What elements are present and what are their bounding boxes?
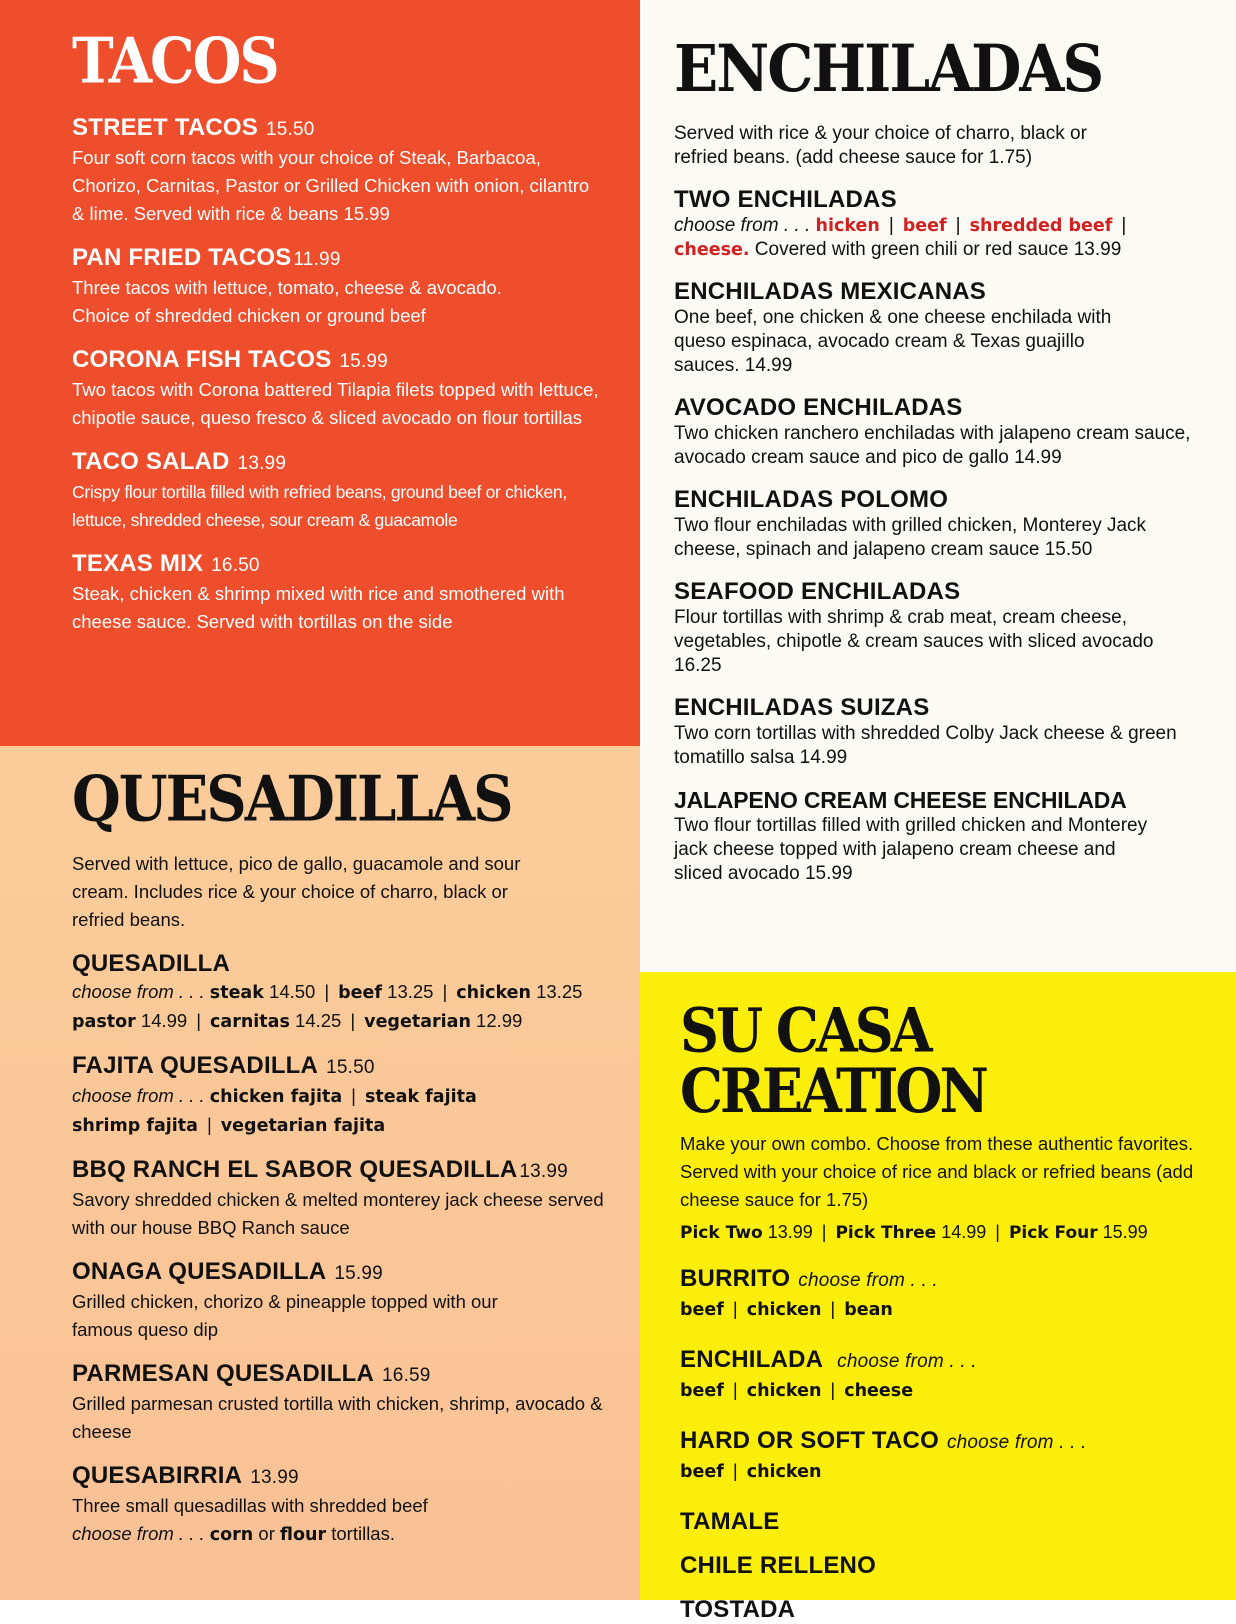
menu-item-pan-fried-tacos xyxy=(72,244,600,330)
option-name: cheese xyxy=(844,1381,914,1401)
option-name: chicken xyxy=(456,983,531,1003)
item-price: 13.99 xyxy=(519,1161,568,1182)
item-description: Four soft corn tacos with your choice of Steak, Barbacoa, Chorizo, Carnitas, Pastor or Grilled Chicken with onion, cilantro & lime. Served with rice & beans 15.99 xyxy=(72,147,590,224)
item-name: JALAPENO CREAM CHEESE ENCHILADA xyxy=(674,787,1127,813)
menu-item-quesabirria xyxy=(72,1462,604,1549)
item-price: 16.50 xyxy=(211,555,260,576)
option-name: vegetarian xyxy=(364,1012,471,1032)
item-description: Three tacos with lettuce, tomato, cheese & avocado. Choice of shredded chicken or ground beef xyxy=(72,277,502,326)
option-name: chicken xyxy=(746,1381,822,1401)
su-casa-intro: Make your own combo. Choose from these authentic favorites. Served with your choice of rice and black or refried beans (add cheese sauce for 1.75) xyxy=(680,1133,1194,1210)
option-name: beef xyxy=(338,983,383,1003)
menu-item-street-tacos xyxy=(72,114,600,228)
item-name: SEAFOOD ENCHILADAS xyxy=(674,578,961,605)
option-name: corn xyxy=(209,1525,254,1545)
pick-label: Pick Two xyxy=(680,1223,763,1243)
item-description: Flour tortillas with shrimp & crab meat, cream cheese, vegetables, chipotle & cream sauces with sliced avocado 16.25 xyxy=(674,607,1154,676)
tacos-title: TACOS xyxy=(72,24,278,99)
item-options: choose from . . . chicken fajita | steak fajita shrimp fajita | vegetarian fajita xyxy=(72,1085,477,1136)
item-name: HARD OR SOFT TACO xyxy=(680,1427,939,1454)
item-name: QUESABIRRIA xyxy=(72,1462,243,1489)
item-name: TWO ENCHILADAS xyxy=(674,186,897,213)
option-name: chicken fajita xyxy=(209,1087,343,1107)
menu-item-enchiladas-mexicanas xyxy=(674,278,1206,378)
combo-item-tamale: TAMALE xyxy=(680,1508,780,1535)
option-name: beef xyxy=(680,1381,724,1401)
item-options: beef | chicken | cheese xyxy=(680,1379,914,1401)
option-name: vegetarian fajita xyxy=(220,1116,386,1136)
option-name: flour xyxy=(280,1525,327,1545)
quesadillas-section xyxy=(0,746,640,1600)
item-description: Two flour tortillas filled with grilled chicken and Monterey jack cheese topped with jalapeno cream cheese and sliced avocado 15.99 xyxy=(674,815,1148,884)
option-price: 12.99 xyxy=(476,1010,523,1031)
item-price: 11.99 xyxy=(293,249,341,270)
option-name: steak fajita xyxy=(364,1087,477,1107)
option-price: 14.50 xyxy=(269,981,316,1002)
item-price: 15.99 xyxy=(339,351,388,372)
su-casa-title: SU CASA CREATION xyxy=(680,994,986,1127)
option-name: pastor xyxy=(72,1012,136,1032)
item-name: TACO SALAD xyxy=(72,448,230,475)
option-name: hicken xyxy=(815,216,880,236)
item-name: FAJITA QUESADILLA xyxy=(72,1052,319,1079)
item-name: ENCHILADA xyxy=(680,1346,824,1373)
choose-from-label: choose from . . . xyxy=(72,1523,205,1544)
item-name: CORONA FISH TACOS xyxy=(72,346,332,373)
pick-pricing: Pick Two 13.99 | Pick Three 14.99 | Pick Four 15.99 xyxy=(680,1222,1148,1243)
item-name: PAN FRIED TACOS xyxy=(72,244,292,271)
quesadillas-intro: Served with lettuce, pico de gallo, guacamole and sour cream. Includes rice & your choice of charro, black or refried beans. xyxy=(72,853,521,930)
option-name: cheese. xyxy=(674,240,750,260)
menu-item-corona-fish-tacos xyxy=(72,346,600,432)
item-name: TEXAS MIX xyxy=(72,550,204,577)
item-name: ONAGA QUESADILLA xyxy=(72,1258,327,1285)
option-name: carnitas xyxy=(210,1012,290,1032)
enchiladas-intro: Served with rice & your choice of charro, black or refried beans. (add cheese sauce for 1.75) xyxy=(674,123,1087,168)
option-name: chicken xyxy=(746,1300,822,1320)
option-price: 14.25 xyxy=(295,1010,342,1031)
item-name: QUESADILLA xyxy=(72,950,230,977)
item-name: PARMESAN QUESADILLA xyxy=(72,1360,375,1387)
item-options: choose from . . . steak 14.50 | beef 13.25 | chicken 13.25 pastor 14.99 | carnitas 14.25 | vegetarian 12.99 xyxy=(72,981,583,1032)
menu-item-avocado-enchiladas xyxy=(674,394,1206,470)
menu-item-two-enchiladas xyxy=(674,186,1206,262)
option-name: shredded beef xyxy=(969,216,1113,236)
item-description xyxy=(72,1492,604,1549)
combo-item-taco xyxy=(680,1427,1206,1486)
option-name: beef xyxy=(680,1300,724,1320)
enchiladas-title: ENCHILADAS xyxy=(674,30,1103,107)
item-name: BBQ RANCH EL SABOR QUESADILLA xyxy=(72,1156,518,1183)
item-description: Two flour enchiladas with grilled chicken, Monterey Jack cheese, spinach and jalapeno cream sauce 15.50 xyxy=(674,515,1147,560)
item-description: Two chicken ranchero enchiladas with jalapeno cream sauce, avocado cream sauce and pico de gallo 14.99 xyxy=(674,423,1191,468)
enchiladas-section xyxy=(640,0,1236,972)
item-description: Two tacos with Corona battered Tilapia filets topped with lettuce, chipotle sauce, queso fresco & sliced avocado on flour tortillas xyxy=(72,379,599,428)
pick-label: Pick Three xyxy=(835,1223,937,1243)
item-description: One beef, one chicken & one cheese enchilada with queso espinaca, avocado cream & Texas guajillo sauces. 14.99 xyxy=(674,307,1112,376)
choose-from-label: choose from . . . xyxy=(798,1270,938,1291)
combo-item-enchilada xyxy=(680,1346,1206,1405)
item-name: ENCHILADAS MEXICANAS xyxy=(674,278,987,305)
item-description: Grilled chicken, chorizo & pineapple topped with our famous queso dip xyxy=(72,1291,498,1340)
option-name: beef xyxy=(680,1462,724,1482)
option-price: 13.25 xyxy=(536,981,583,1002)
menu-item-enchiladas-polomo xyxy=(674,486,1206,562)
quesadillas-title: QUESADILLAS xyxy=(72,762,512,837)
menu-item-onaga-quesadilla xyxy=(72,1258,604,1344)
menu-item-jalapeno-cream-cheese-enchilada xyxy=(674,786,1206,886)
pick-price: 15.99 xyxy=(1102,1222,1148,1242)
option-name: chicken xyxy=(746,1462,822,1482)
item-options: choose from . . . hicken | beef | shredded beef | cheese. Covered with green chili or red sauce 13.99 xyxy=(674,215,1127,260)
item-price: 15.99 xyxy=(334,1263,383,1284)
item-description: Covered with green chili or red sauce 13.99 xyxy=(754,239,1122,260)
su-casa-section xyxy=(640,972,1236,1623)
menu-item-bbq-ranch-quesadilla xyxy=(72,1156,604,1242)
option-name: bean xyxy=(844,1300,893,1320)
item-description: Savory shredded chicken & melted monterey jack cheese served with our house BBQ Ranch sauce xyxy=(72,1189,604,1238)
pick-label: Pick Four xyxy=(1008,1223,1098,1243)
item-price: 16.59 xyxy=(382,1365,431,1386)
item-price: 15.50 xyxy=(265,119,315,140)
option-name: shrimp fajita xyxy=(72,1116,198,1136)
tacos-section xyxy=(0,0,640,746)
option-price: 14.99 xyxy=(140,1010,188,1031)
menu-item-fajita-quesadilla xyxy=(72,1052,604,1140)
pick-price: 13.99 xyxy=(767,1222,813,1242)
item-price: 13.99 xyxy=(237,453,287,474)
item-name: STREET TACOS xyxy=(72,114,258,141)
item-description: Grilled parmesan crusted tortilla with chicken, shrimp, avocado & cheese xyxy=(72,1393,603,1442)
option-suffix: tortillas. xyxy=(331,1523,395,1544)
choose-from-label: choose from . . . xyxy=(946,1432,1087,1453)
item-description: Steak, chicken & shrimp mixed with rice and smothered with cheese sauce. Served with tortillas on the side xyxy=(72,583,565,632)
item-description-text: Three small quesadillas with shredded beef xyxy=(72,1495,428,1516)
choose-from-label: choose from . . . xyxy=(72,981,205,1002)
or-word: or xyxy=(258,1523,275,1544)
combo-item-chile-relleno: CHILE RELLENO xyxy=(680,1552,876,1579)
combo-item-tostada: TOSTADA xyxy=(680,1596,796,1623)
menu-item-taco-salad xyxy=(72,448,600,534)
item-options: beef | chicken xyxy=(680,1460,822,1482)
item-options: beef | chicken | bean xyxy=(680,1298,893,1320)
menu-item-parmesan-quesadilla xyxy=(72,1360,604,1446)
combo-item-burrito xyxy=(680,1265,1206,1324)
option-price: 13.25 xyxy=(387,981,434,1002)
item-name: ENCHILADAS POLOMO xyxy=(674,486,949,513)
item-name: ENCHILADAS SUIZAS xyxy=(674,694,930,721)
choose-from-label: choose from . . . xyxy=(72,1085,205,1106)
pick-price: 14.99 xyxy=(941,1222,987,1242)
item-price: 13.99 xyxy=(250,1467,299,1488)
menu-item-enchiladas-suizas xyxy=(674,694,1206,770)
menu-item-seafood-enchiladas xyxy=(674,578,1206,678)
item-name: BURRITO xyxy=(680,1265,791,1292)
item-name: AVOCADO ENCHILADAS xyxy=(674,394,963,421)
menu-item-quesadilla xyxy=(72,950,604,1036)
choose-from-label: choose from . . . xyxy=(837,1351,977,1372)
choose-from-label: choose from . . . xyxy=(674,215,811,236)
option-name: steak xyxy=(209,983,264,1003)
option-name: beef xyxy=(902,216,947,236)
item-price: 15.50 xyxy=(326,1057,375,1078)
menu-item-texas-mix xyxy=(72,550,600,636)
item-description: Two corn tortillas with shredded Colby Jack cheese & green tomatillo salsa 14.99 xyxy=(674,723,1177,768)
item-description: Crispy flour tortilla filled with refried beans, ground beef or chicken, lettuce, shredded cheese, sour cream & guacamole xyxy=(72,482,567,530)
